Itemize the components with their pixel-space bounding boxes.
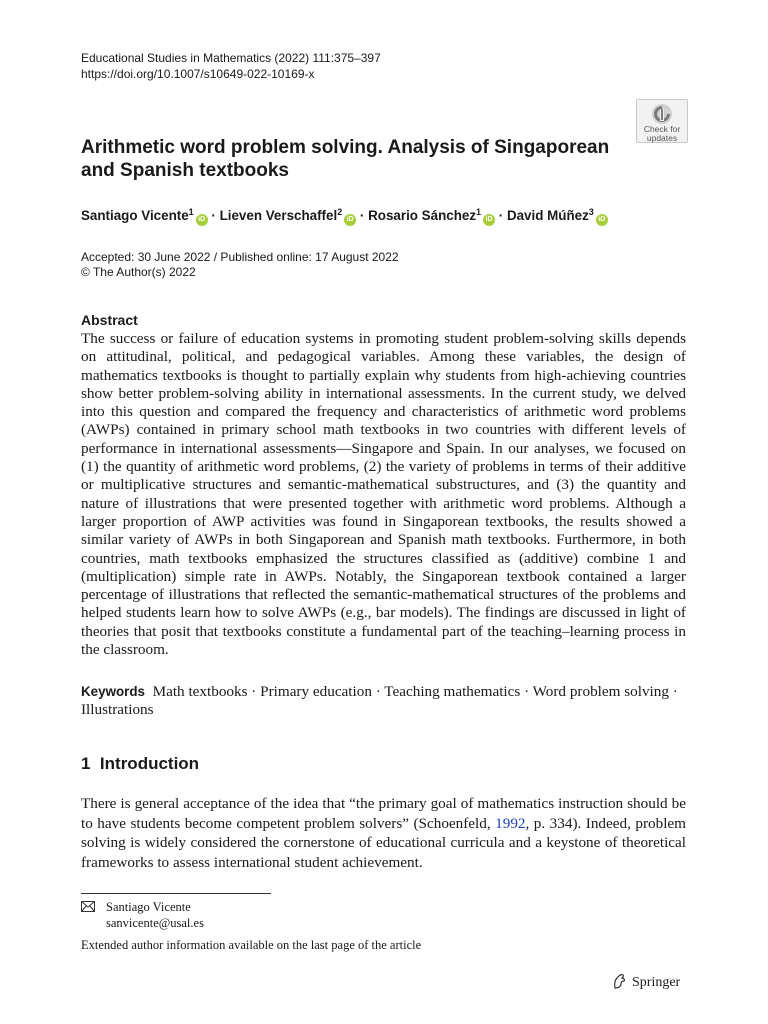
doi-link[interactable]: https://doi.org/10.1007/s10649-022-10169-x (81, 67, 315, 81)
check-badge-line2: updates (646, 133, 678, 143)
keywords-label: Keywords (81, 684, 145, 699)
section-heading (81, 754, 199, 774)
check-badge-line1: Check for (643, 124, 681, 134)
extended-author-note: Extended author information available on the last page of the article (81, 938, 422, 952)
author-name: David Múñez (506, 208, 589, 223)
author-separator: · (356, 208, 369, 223)
abstract-text: The success or failure of education systems in promoting student problem-solving skills depends on attitudinal, political, and pedagogical variables. Among these variables, the design of mathematics textbooks is thought to partially explain why students from high-achieving countries show better problem-solving ability in international assessments. In the current study, we delved into this question and compared the frequency and characteristics of arithmetic word problems (AWPs) contained in primary school math textbooks in two countries with different levels of performance in international assessments—Singapore and Spain. In our analyses, we focused on (1) the quantity of arithmetic word problems, (2) the variety of problems in terms of their additive or multiplicative structures and semantic-mathematical substructures, and (3) the quantity and nature of illustrations that were presented together with arithmetic word problems. Although a larger proportion of AWP activities was found in Singaporean textbooks, the results showed a similar variety of AWPs in both Singaporean and Spanish math textbooks. Furthermore, in both countries, math textbooks emphasized the structures classified as (additive) combine 1 and (multiplication) simple rate in AWPs. Notably, the Singaporean textbook contained a larger percentage of illustrations that reflected the semantic-mathematical structures of the problems and helped students learn how to solve AWPs (e.g., bar models). The findings are discussed in light of theories that posit that textbooks constitute a fundamental part of the teaching–learning process in the classroom. (81, 330, 686, 659)
check-for-updates-badge[interactable] (636, 99, 688, 143)
orcid-icon[interactable]: iD (596, 214, 608, 226)
journal-citation: Educational Studies in Mathematics (2022) 111:375–397 (81, 51, 381, 65)
copyright-notice: © The Author(s) 2022 (81, 265, 196, 279)
author-affiliation: 2 (337, 207, 343, 217)
intro-text-after: , p. 334). Indeed, problem solving is widely considered the cornerstone of educational curricula and a keystone of theoretical frameworks to assess international student achievement. (81, 814, 686, 871)
author-name: Rosario Sánchez (368, 208, 477, 223)
publication-dates (81, 250, 399, 280)
author-name: Lieven Verschaffel (219, 208, 338, 223)
author-affiliation: 3 (588, 207, 594, 217)
author-separator: · (207, 208, 220, 223)
orcid-icon[interactable]: iD (344, 214, 356, 226)
author-separator: · (495, 208, 507, 223)
section-number: 1 (81, 754, 91, 773)
springer-horse-icon (611, 973, 627, 989)
footnote-divider (81, 893, 271, 894)
author-list (81, 207, 608, 226)
orcid-icon[interactable]: iD (196, 214, 208, 226)
section-title: Introduction (99, 754, 200, 773)
author-name: Santiago Vicente (81, 208, 189, 223)
introduction-paragraph (81, 794, 686, 872)
intro-text-before: There is general acceptance of the idea that “the primary goal of mathematics instruction should be to have students become competent problem solvers” (Schoenfeld, (81, 795, 686, 832)
author-affiliation: 1 (476, 207, 482, 217)
author-email[interactable]: sanvicente@usal.es (106, 916, 204, 930)
abstract-heading: Abstract (81, 312, 138, 328)
orcid-icon[interactable]: iD (483, 214, 495, 226)
journal-header (81, 50, 381, 82)
corresponding-author: Santiago Vicente (106, 900, 191, 914)
author-affiliation: 1 (188, 207, 194, 217)
keywords-text: Math textbooks · Primary education · Teaching mathematics · Word problem solving · Illustrations (81, 683, 678, 719)
publisher-logo (611, 973, 680, 991)
check-updates-icon (651, 103, 673, 125)
accepted-published-dates: Accepted: 30 June 2022 / Published online: 17 August 2022 (81, 250, 399, 264)
citation-link[interactable]: 1992 (495, 814, 526, 832)
keywords (81, 683, 686, 720)
publisher-name: Springer (632, 975, 681, 990)
paper-title: Arithmetic word problem solving. Analysis of Singaporean and Spanish textbooks (81, 137, 610, 181)
envelope-icon (81, 900, 95, 916)
